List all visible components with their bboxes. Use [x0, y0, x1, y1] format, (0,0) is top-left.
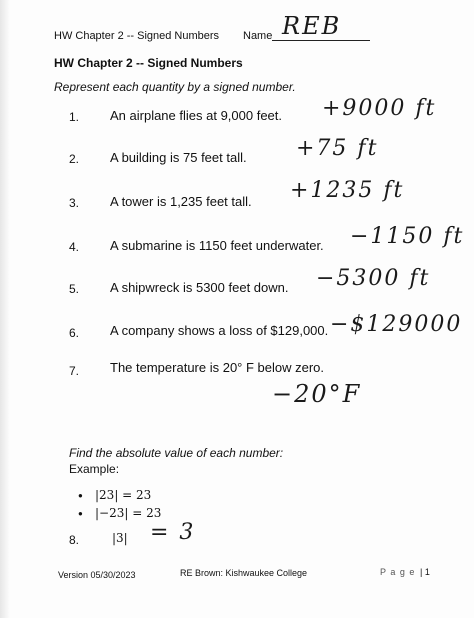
example-label: Example:	[69, 462, 120, 476]
handwritten-answer: +1235 ft	[290, 178, 405, 203]
example-1: |23| = 23	[95, 488, 152, 502]
question-text: An airplane flies at 9,000 feet.	[110, 108, 283, 123]
name-handwritten: REB	[282, 12, 342, 40]
handwritten-answer: −1150 ft	[350, 224, 465, 249]
question-number: 8.	[69, 533, 80, 547]
question-number: 2.	[69, 152, 80, 166]
footer-author: RE Brown: Kishwaukee College	[180, 568, 308, 578]
bullet-icon: ●	[78, 509, 83, 518]
instructions: Represent each quantity by a signed number.	[54, 80, 296, 94]
question-text: A company shows a loss of $129,000.	[110, 323, 329, 338]
question-number: 7.	[69, 364, 80, 378]
question-text: The temperature is 20° F below zero.	[110, 360, 325, 375]
absolute-instructions: Find the absolute value of each number:	[69, 446, 284, 460]
name-label: Name	[243, 30, 273, 42]
page-title: HW Chapter 2 -- Signed Numbers	[54, 56, 243, 70]
handwritten-answer: +9000 ft	[322, 96, 437, 121]
question-number: 5.	[69, 282, 80, 296]
handwritten-answer: +75 ft	[296, 136, 379, 161]
question-number: 3.	[69, 196, 80, 210]
question-text: A building is 75 feet tall.	[110, 150, 247, 165]
question-number: 6.	[69, 326, 80, 340]
header-title: HW Chapter 2 -- Signed Numbers	[54, 30, 220, 42]
question-text: A shipwreck is 5300 feet down.	[110, 280, 289, 295]
handwritten-answer: −$129000	[330, 312, 463, 337]
name-underline	[272, 40, 370, 41]
question-text: A submarine is 1150 feet underwater.	[110, 238, 324, 253]
page-shadow	[0, 0, 10, 618]
handwritten-answer-8: = 3	[150, 520, 196, 545]
question-number: 4.	[69, 240, 80, 254]
handwritten-answer: −5300 ft	[316, 266, 431, 291]
question-text: A tower is 1,235 feet tall.	[110, 194, 252, 209]
footer-page-label: P a g e	[380, 567, 416, 577]
footer-version: Version 05/30/2023	[58, 570, 136, 580]
handwritten-answer: −20°F	[272, 380, 362, 408]
example-2: |−23| = 23	[95, 506, 162, 520]
footer-page-number: | 1	[420, 567, 430, 577]
bullet-icon: ●	[78, 491, 83, 500]
question-number: 1.	[69, 110, 80, 124]
question-8-expression: |3|	[112, 531, 128, 545]
